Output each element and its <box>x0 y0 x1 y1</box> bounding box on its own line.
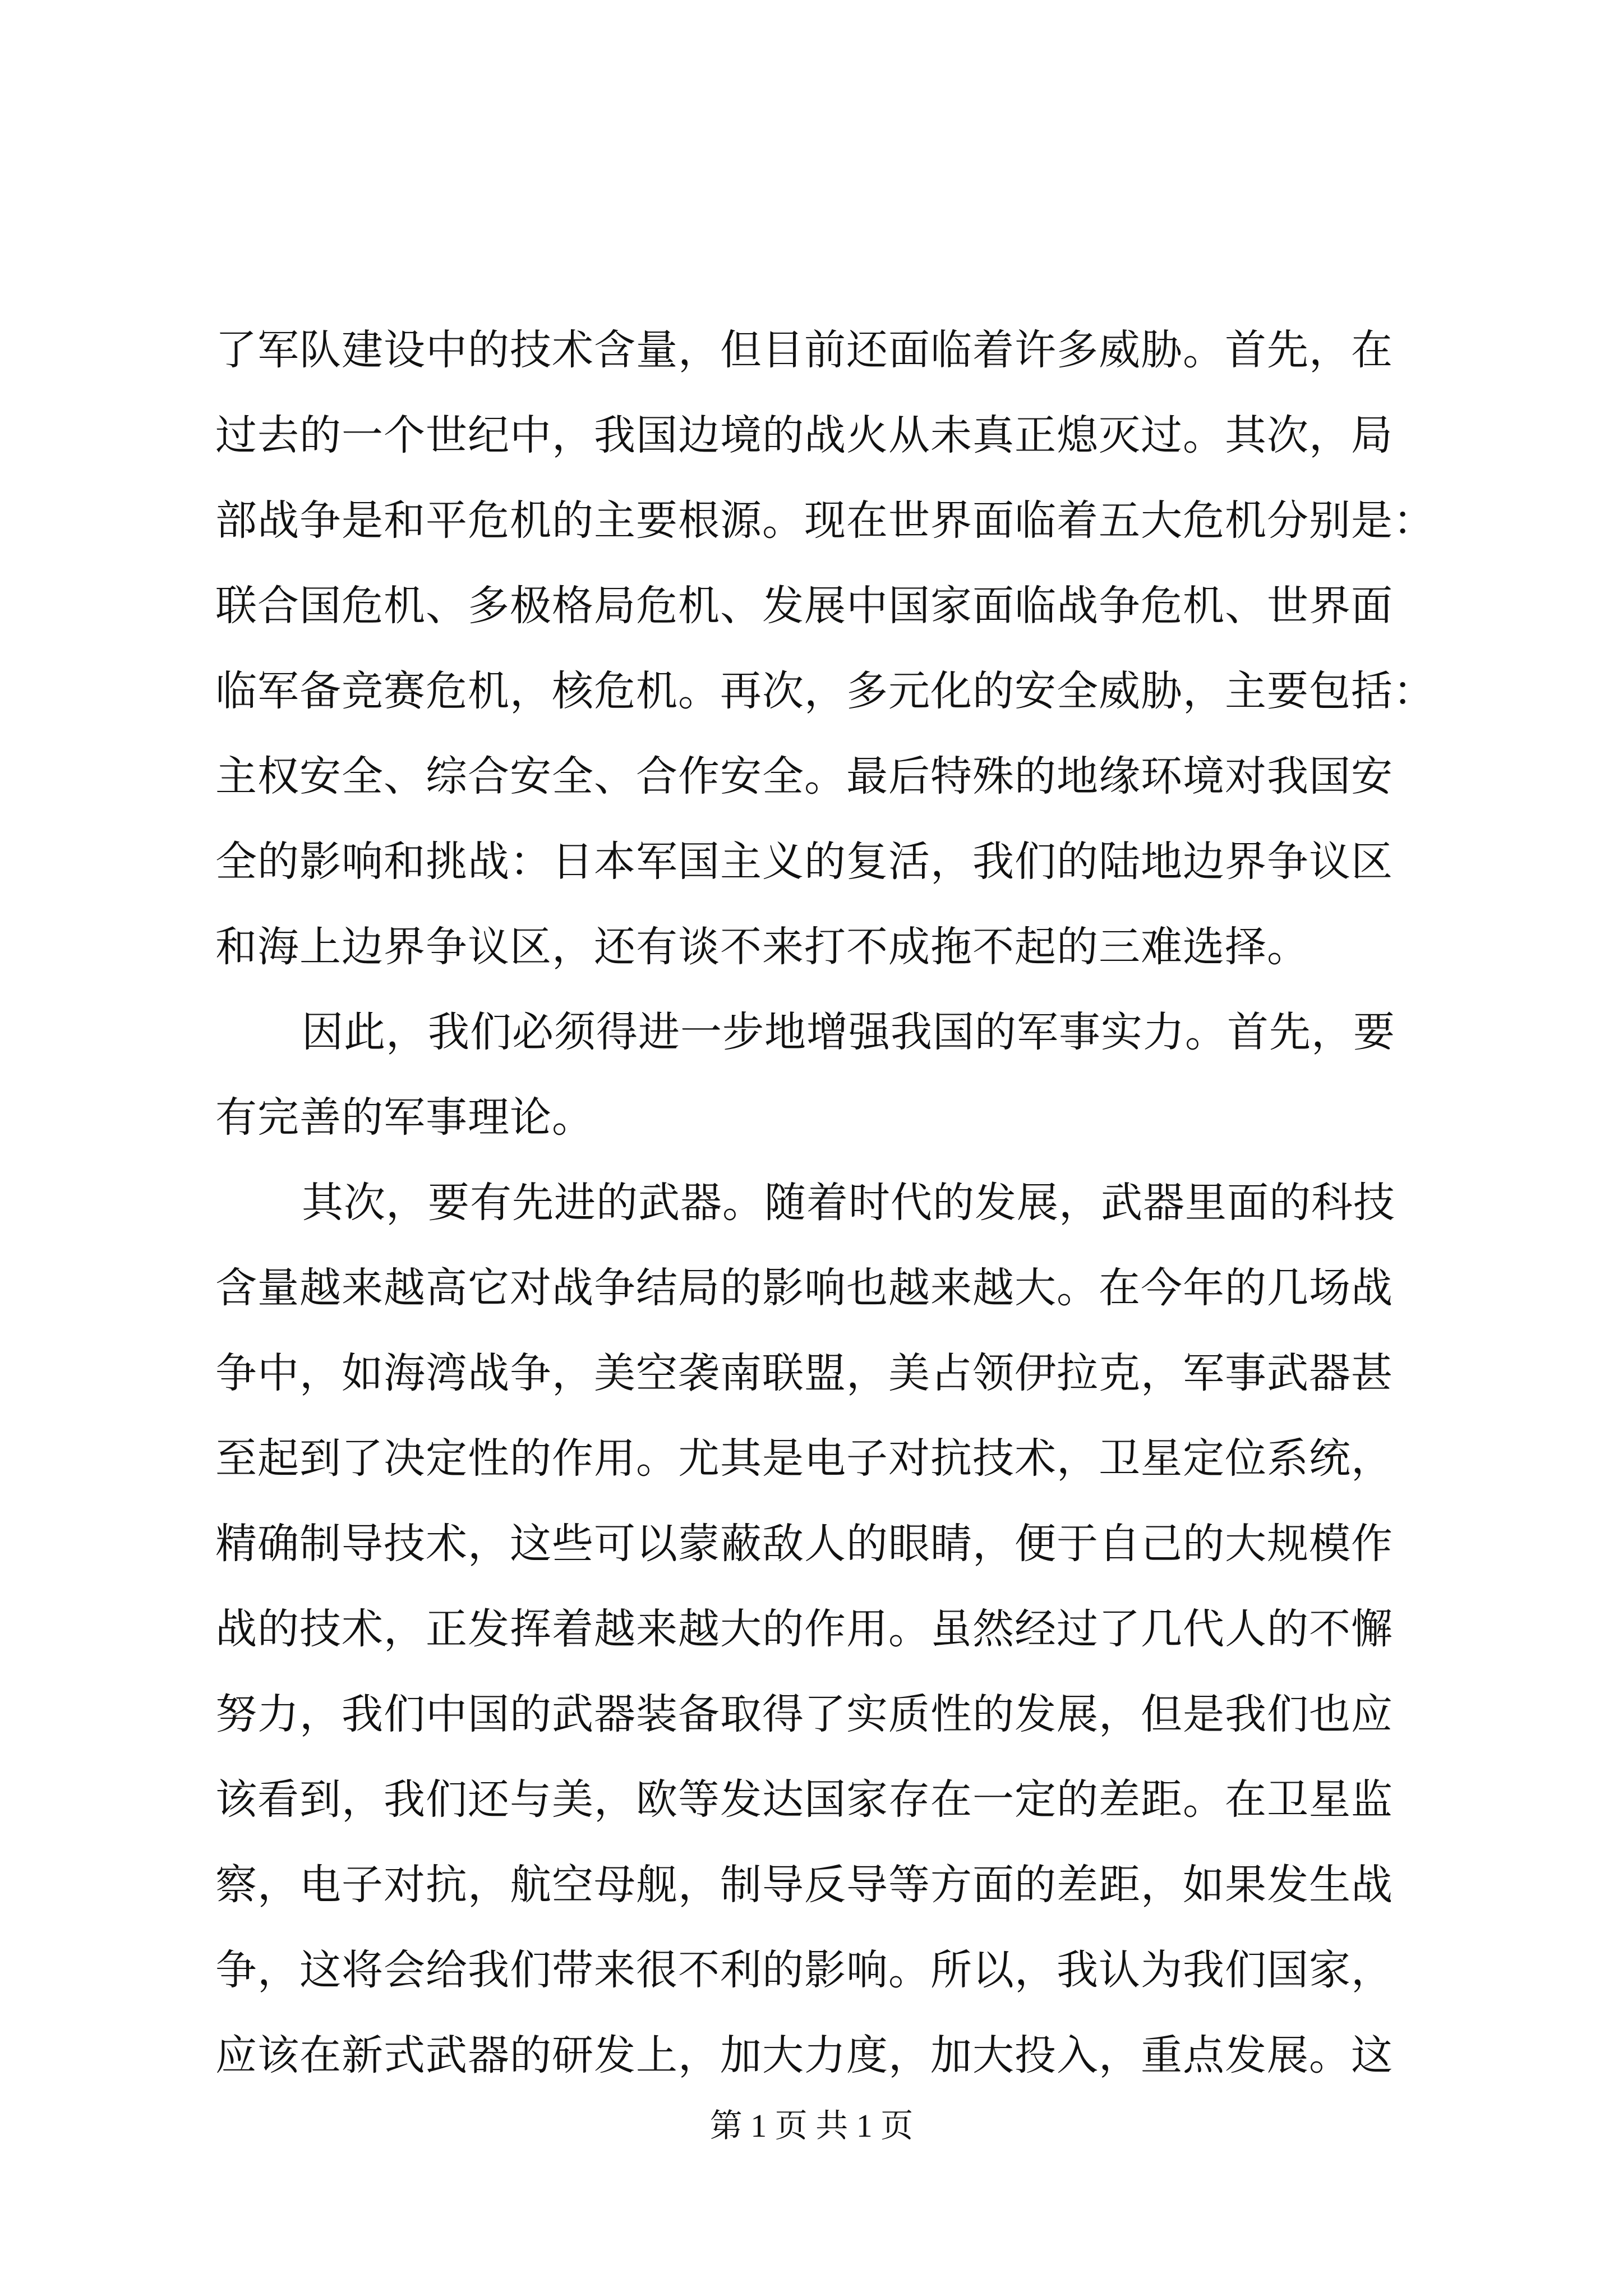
paragraph <box>215 1160 1449 2098</box>
paragraph <box>215 990 1449 1160</box>
page-footer <box>0 2104 1623 2148</box>
document-body <box>215 307 1449 2098</box>
paragraph <box>215 307 1449 990</box>
text-line: 努力，我们中国的武器装备取得了实质性的发展，但是我们也应 <box>215 1690 1393 1738</box>
text-line: 临军备竞赛危机，核危机。再次，多元化的安全威胁，主要包括： <box>215 667 1435 715</box>
text-line: 过去的一个世纪中，我国边境的战火从未真正熄灭过。其次，局 <box>215 411 1393 459</box>
page-number-label: 第 1 页 共 1 页 <box>709 2108 914 2144</box>
text-line: 至起到了决定性的作用。尤其是电子对抗技术，卫星定位系统， <box>215 1434 1393 1483</box>
text-line: 战的技术，正发挥着越来越大的作用。虽然经过了几代人的不懈 <box>215 1605 1393 1653</box>
text-line: 全的影响和挑战：日本军国主义的复活，我们的陆地边界争议区 <box>215 838 1393 886</box>
text-line: 有完善的军事理论。 <box>215 1093 594 1142</box>
text-line: 察，电子对抗，航空母舰，制导反导等方面的差距，如果发生战 <box>215 1861 1393 1909</box>
text-line: 该看到，我们还与美，欧等发达国家存在一定的差距。在卫星监 <box>215 1775 1393 1824</box>
text-line: 部战争是和平危机的主要根源。现在世界面临着五大危机分别是： <box>215 496 1435 545</box>
text-line: 主权安全、综合安全、合作安全。最后特殊的地缘环境对我国安 <box>215 752 1393 800</box>
text-line: 争，这将会给我们带来很不利的影响。所以，我认为我们国家， <box>215 1946 1393 1994</box>
text-line: 其次，要有先进的武器。随着时代的发展，武器里面的科技 <box>302 1179 1395 1227</box>
text-line: 联合国危机、多极格局危机、发展中国家面临战争危机、世界面 <box>215 582 1393 630</box>
text-line: 应该在新式武器的研发上，加大力度，加大投入，重点发展。这 <box>215 2031 1393 2079</box>
text-line: 因此，我们必须得进一步地增强我国的军事实力。首先，要 <box>302 1008 1395 1056</box>
text-line: 争中，如海湾战争，美空袭南联盟，美占领伊拉克，军事武器甚 <box>215 1349 1393 1397</box>
text-line: 精确制导技术，这些可以蒙蔽敌人的眼睛，便于自己的大规模作 <box>215 1520 1393 1568</box>
text-line: 和海上边界争议区，还有谈不来打不成拖不起的三难选择。 <box>215 923 1309 971</box>
text-line: 了军队建设中的技术含量，但目前还面临着许多威胁。首先，在 <box>215 326 1393 374</box>
text-line: 含量越来越高它对战争结局的影响也越来越大。在今年的几场战 <box>215 1264 1393 1312</box>
